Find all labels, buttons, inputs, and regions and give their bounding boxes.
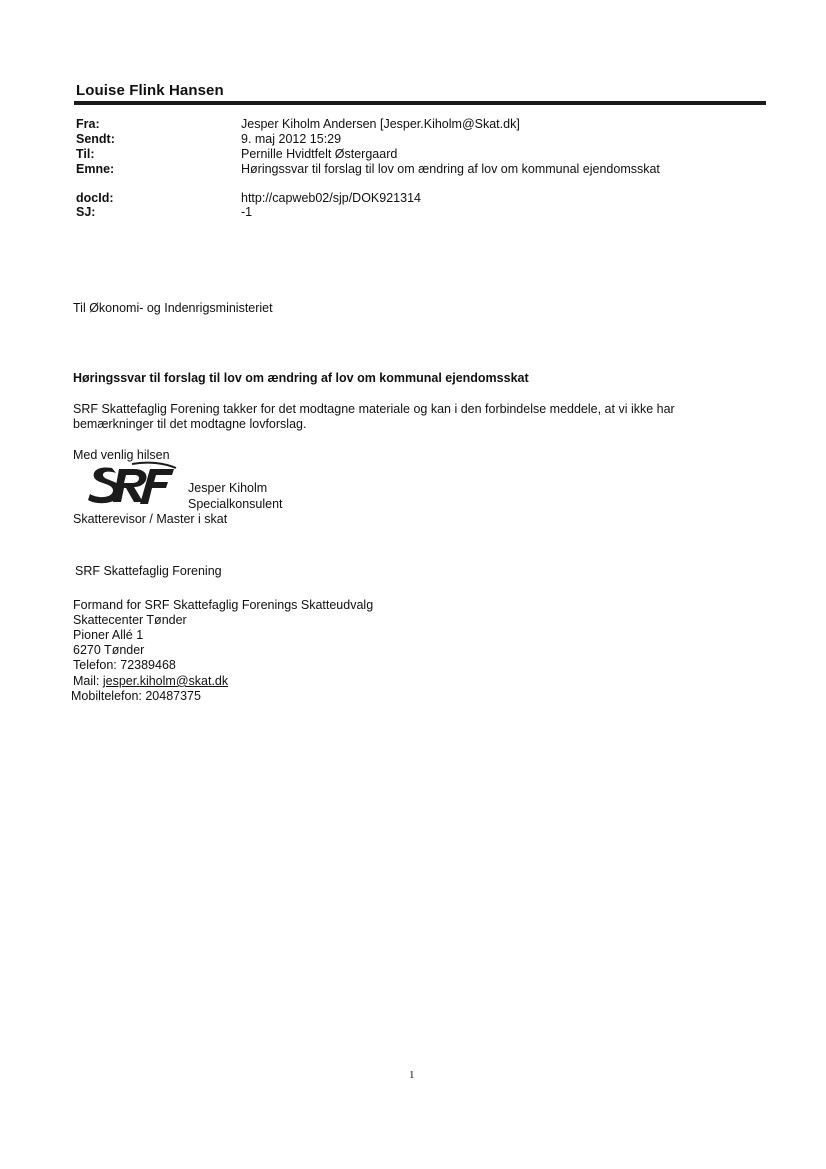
docid-value: http://capweb02/sjp/DOK921314 bbox=[241, 191, 421, 205]
page-number: 1 bbox=[409, 1069, 415, 1081]
email-link[interactable]: jesper.kiholm@skat.dk bbox=[102, 674, 229, 688]
sent-value: 9. maj 2012 15:29 bbox=[241, 132, 342, 146]
paragraph-line-2: bemærkninger til det modtagne lovforslag. bbox=[73, 417, 307, 431]
header-rule bbox=[74, 101, 766, 105]
street-address: Pioner Allé 1 bbox=[73, 628, 144, 642]
subject-value: Høringssvar til forslag til lov om ændring af lov om kommunal ejendomsskat bbox=[241, 162, 660, 176]
signatory-title: Skatterevisor / Master i skat bbox=[73, 512, 228, 526]
postal-address: 6270 Tønder bbox=[73, 643, 145, 657]
mailbox-owner-name: Louise Flink Hansen bbox=[76, 82, 224, 99]
sj-value: -1 bbox=[241, 205, 253, 219]
subject-label: Emne: bbox=[76, 162, 115, 176]
paragraph-line-1: SRF Skattefaglig Forening takker for det modtagne materiale og kan i den forbindelse meddele, at vi ikke har bbox=[73, 402, 675, 416]
from-label: Fra: bbox=[76, 117, 100, 131]
committee-role: Formand for SRF Skattefaglig Forenings Skatteudvalg bbox=[73, 598, 374, 612]
mail-line bbox=[73, 674, 228, 689]
from-value: Jesper Kiholm Andersen [Jesper.Kiholm@Skat.dk] bbox=[241, 117, 520, 131]
signatory-name: Jesper Kiholm bbox=[188, 481, 268, 495]
mobile-number: Mobiltelefon: 20487375 bbox=[71, 689, 201, 703]
to-label: Til: bbox=[76, 147, 95, 161]
signatory-position: Specialkonsulent bbox=[188, 497, 283, 511]
greeting: Med venlig hilsen bbox=[73, 448, 170, 462]
sj-label: SJ: bbox=[76, 205, 96, 219]
mail-label: Mail: bbox=[73, 674, 103, 688]
letter-heading: Høringssvar til forslag til lov om ændring af lov om kommunal ejendomsskat bbox=[73, 371, 529, 385]
to-value: Pernille Hvidtfelt Østergaard bbox=[241, 147, 398, 161]
recipient-line: Til Økonomi- og Indenrigsministeriet bbox=[73, 301, 273, 315]
phone-number: Telefon: 72389468 bbox=[73, 658, 176, 672]
office-name: Skattecenter Tønder bbox=[73, 613, 187, 627]
srf-logo-icon bbox=[86, 460, 178, 510]
sent-label: Sendt: bbox=[76, 132, 115, 146]
docid-label: docId: bbox=[76, 191, 114, 205]
organization-name: SRF Skattefaglig Forening bbox=[75, 564, 222, 578]
